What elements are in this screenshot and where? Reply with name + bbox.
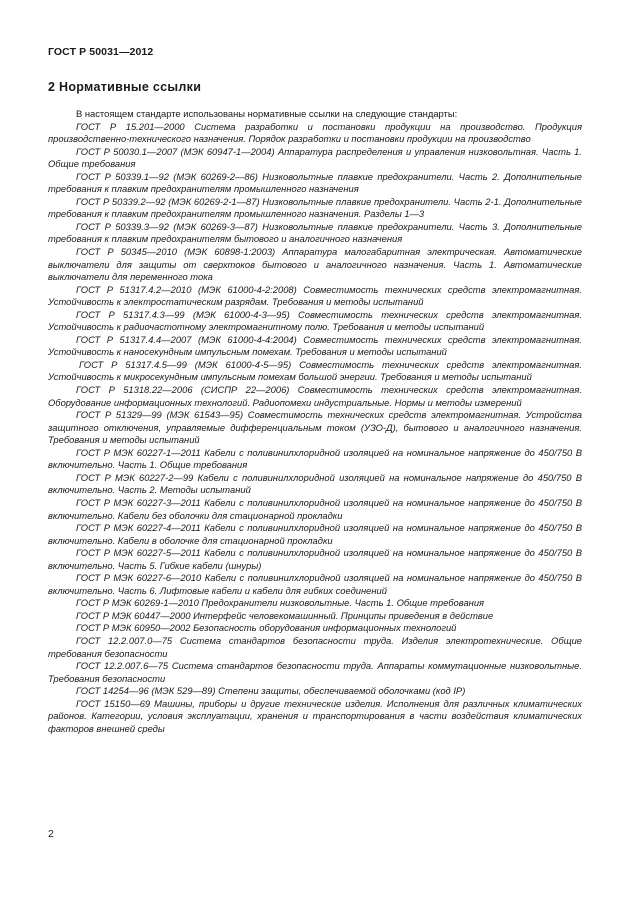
reference-item: ГОСТ Р МЭК 60227-1—2011 Кабели с поливинилхлоридной изоляцией на номинальное напряжение до 450/750 В включительно. Часть 1. Общие требования [48,446,582,471]
document-body [48,108,582,735]
reference-item: ГОСТ Р 51317.4.3—99 (МЭК 61000-4-3—95) Совместимость технических средств электромагнитная. Устойчивость к радиочастотному электромагнитному полю. Требования и методы испытаний [48,308,582,333]
reference-item: ГОСТ Р МЭК 60950—2002 Безопасность оборудования информационных технологий [76,622,457,634]
reference-item: ГОСТ 12.2.007.6—75 Система стандартов безопасности труда. Аппараты коммутационные низковольтные. Требования безопасности [48,660,582,684]
document-header: ГОСТ Р 50031—2012 [48,46,154,58]
reference-item: ГОСТ Р 51317.4.4—2007 (МЭК 61000-4-4:2004) Совместимость технических средств электромагнитная. Устойчивость к наносекундным импульсным помехам. Требования и методы испытаний [48,333,582,358]
reference-item: ГОСТ Р 51329—99 (МЭК 61543—95) Совместимость технических средств электромагнитная. Устройства защитного отключения, управляемые дифференциальным током (УЗО-Д), бытового и аналогичного назначения. Требования и методы испытаний [48,409,582,446]
reference-item: ГОСТ Р МЭК 60227-5—2011 Кабели с поливинилхлоридной изоляцией на номинальное напряжение до 450/750 В включительно. Часть 5. Гибкие кабели (шнуры) [48,547,582,571]
reference-item: ГОСТ Р 50339.1—92 (МЭК 60269-2—86) Низковольтные плавкие предохранители. Часть 2. Дополнительные требования к плавким предохранителям промышленного назначения [48,170,582,195]
reference-item: ГОСТ 14254—96 (МЭК 529—89) Степени защиты, обеспечиваемой оболочками (код IP) [76,685,466,697]
reference-item: ГОСТ Р 51317.4.2—2010 (МЭК 61000-4-2:2008) Совместимость технических средств электромагнитная. Устойчивость к электростатическим разрядам. Требования и методы испытаний [48,283,582,308]
reference-item: ГОСТ Р МЭК 60447—2000 Интерфейс человекомашинный. Принципы приведения в действие [76,609,494,621]
reference-item: ГОСТ Р МЭК 60227-2—99 Кабели с поливинилхлоридной изоляцией на номинальное напряжение до 450/750 В включительно. Часть 2. Методы испытаний [48,471,582,496]
reference-item: ГОСТ Р МЭК 60269-1—2010 Предохранители низковольтные. Часть 1. Общие требования [76,597,485,609]
reference-item: ГОСТ Р МЭК 60227-3—2011 Кабели с поливинилхлоридной изоляцией на номинальное напряжение до 450/750 В включительно. Кабели без оболочки для стационарной прокладки [48,496,582,521]
reference-item: ГОСТ Р 50339.3—92 (МЭК 60269-3—87) Низковольтные плавкие предохранители. Часть 3. Дополнительные требования к плавким предохранителям бытового и аналогичного назначения [48,220,582,245]
reference-item: ГОСТ Р 50339.2—92 (МЭК 60269-2-1—87) Низковольтные плавкие предохранители. Часть 2-1. Дополнительные требования к плавким предохранителям промышленного назначения. Разделы 1—3 [48,195,582,220]
reference-item: ГОСТ 12.2.007.0—75 Система стандартов безопасности труда. Изделия электротехнические. Общие требования безопасности [48,634,582,659]
section-title: 2 Нормативные ссылки [48,80,202,94]
page-number: 2 [48,828,54,840]
reference-item: ГОСТ Р 50345—2010 (МЭК 60898-1:2003) Аппаратура малогабаритная электрическая. Автоматические выключатели для защиты от сверхтоков бытового и аналогичного назначения. Часть 1. Автоматические выключатели для переменного тока [48,246,582,283]
reference-item: ГОСТ Р 51317.4.5—99 (МЭК 61000-4-5—95) Совместимость технических средств электромагнитная. Устойчивость к микросекундным импульсным помехам большой энергии. Требования и методы испытаний [48,358,582,383]
reference-item: ГОСТ 15150—69 Машины, приборы и другие технические изделия. Исполнения для различных климатических районов. Категории, условия эксплуатации, хранения и транспортирования в части воздействия климатических факторов внешней среды [48,697,582,734]
intro-paragraph: В настоящем стандарте использованы нормативные ссылки на следующие стандарты: [76,108,458,119]
reference-item: ГОСТ Р 50030.1—2007 (МЭК 60947-1—2004) Аппаратура распределения и управления низковольтная. Часть 1. Общие требования [48,145,582,170]
reference-item: ГОСТ Р 15.201—2000 Система разработки и постановки продукции на производство. Продукция производственно-технического назначения. Порядок разработки и постановки продукции на производство [48,120,582,145]
reference-item: ГОСТ Р МЭК 60227-4—2011 Кабели с поливинилхлоридной изоляцией на номинальное напряжение до 450/750 В включительно. Кабели в оболочке для стационарной прокладки [48,522,582,546]
reference-item: ГОСТ Р 51318.22—2006 (СИСПР 22—2006) Совместимость технических средств электромагнитная. Оборудование информационных технологий. Радиопомехи индустриальные. Нормы и методы измерений [48,384,582,408]
reference-item: ГОСТ Р МЭК 60227-6—2010 Кабели с поливинилхлоридной изоляцией на номинальное напряжение до 450/750 В включительно. Часть 6. Лифтовые кабели и кабели для гибких соединений [48,572,582,596]
